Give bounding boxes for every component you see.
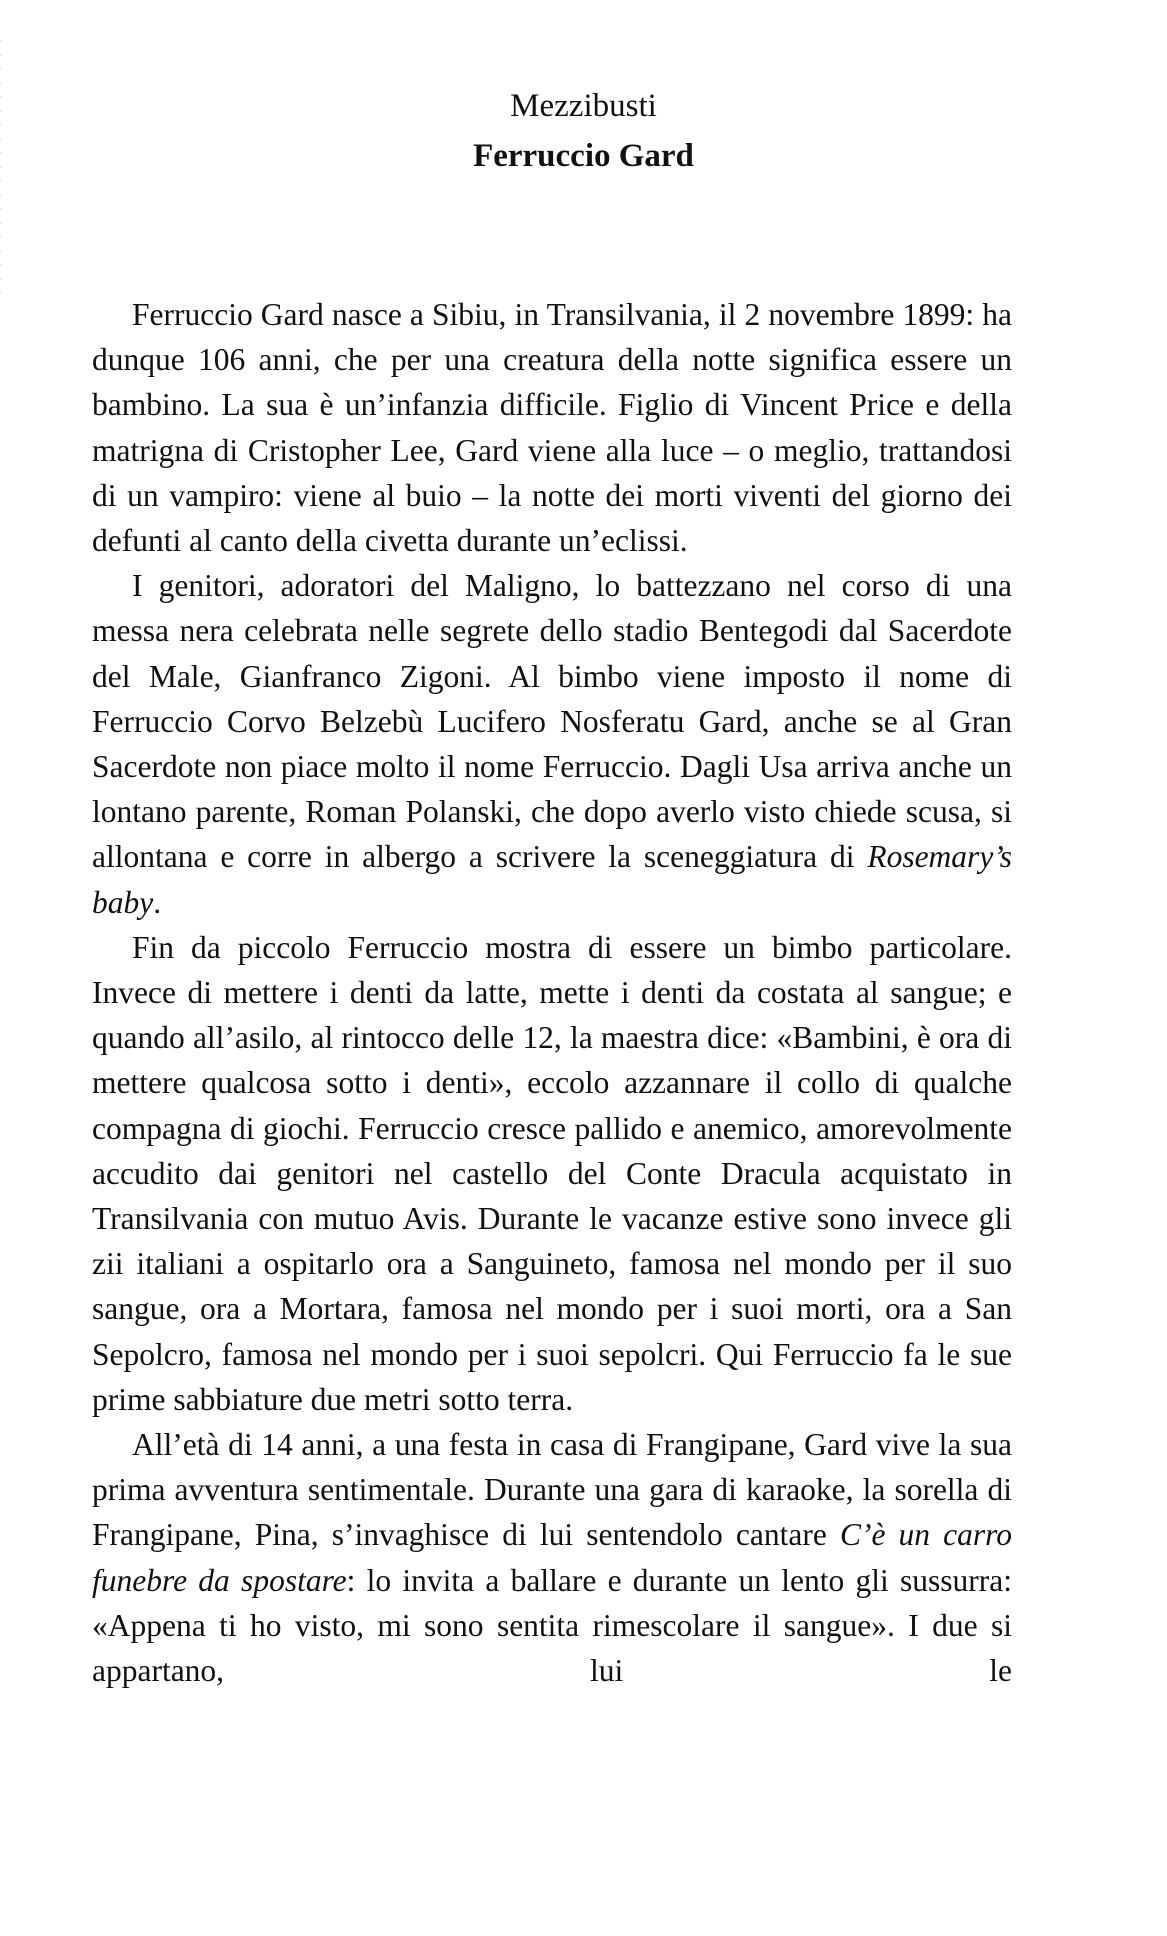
paragraph-2: I genitori, adoratori del Maligno, lo battezzano nel corso di una messa nera celebrata nelle segrete dello stadio Bentegodi dal Sacerdote del Male, Gianfranco Zigoni. Al bimbo viene imposto il nome di Ferruccio Corvo Belzebù Lucifero Nosferatu Gard, anche se al Gran Sacerdote non piace molto il nome Ferruccio. Dagli Usa arriva anche un lontano parente, Roman Polanski, che dopo averlo visto chiede scusa, si allontana e corre in albergo a scrivere la sceneggiatura di Rosemary’s baby. [92, 568, 1012, 920]
work-title: C’è un carro funebre da spostare [92, 1517, 1012, 1598]
chapter-title: Mezzibusti [510, 88, 657, 124]
paragraph-4: All’età di 14 anni, a una festa in casa di Frangipane, Gard vive la sua prima avventura sentimentale. Durante una gara di karaoke, la sorella di Frangipane, Pina, s’invaghisce di lui sentendolo cantare C’è un carro funebre da spostare: lo invita a ballare e durante un lento gli sussurra: «Appena ti ho visto, mi sono sentita rimescolare il sangue». I due si appartano, lui le [92, 1427, 1012, 1689]
work-title: Rosemary’s baby [92, 839, 1012, 920]
paragraph-3: Fin da piccolo Ferruccio mostra di essere un bimbo particolare. Invece di mettere i denti da latte, mette i denti da costata al sangue; e quando all’asilo, al rintocco delle 12, la maestra dice: «Bambini, è ora di mettere qualcosa sotto i denti», eccolo azzannare il collo di qualche compagna di giochi. Ferruccio cresce pallido e anemico, amorevolmente accudito dai genitori nel castello del Conte Dracula acquistato in Transilvania con mutuo Avis. Durante le vacanze estive sono invece gli zii italiani a ospitarlo ora a Sanguineto, famosa nel mondo per il suo sangue, ora a Mortara, famosa nel mondo per i suoi morti, ora a San Sepolcro, famosa nel mondo per i suoi sepolcri. Qui Ferruccio fa le sue prime sabbiature due metri sotto terra. [92, 929, 1012, 1417]
body-text [92, 292, 1012, 1693]
section-title: Ferruccio Gard [473, 138, 694, 174]
paragraph-1: Ferruccio Gard nasce a Sibiu, in Transilvania, il 2 novembre 1899: ha dunque 106 anni, che per una creatura della notte significa essere un bambino. La sua è un’infanzia difficile. Figlio di Vincent Price e della matrigna di Cristopher Lee, Gard viene alla luce – o meglio, trattandosi di un vampiro: viene al buio – la notte dei morti viventi del giorno dei defunti al canto della civetta durante un’eclissi. [92, 297, 1012, 559]
